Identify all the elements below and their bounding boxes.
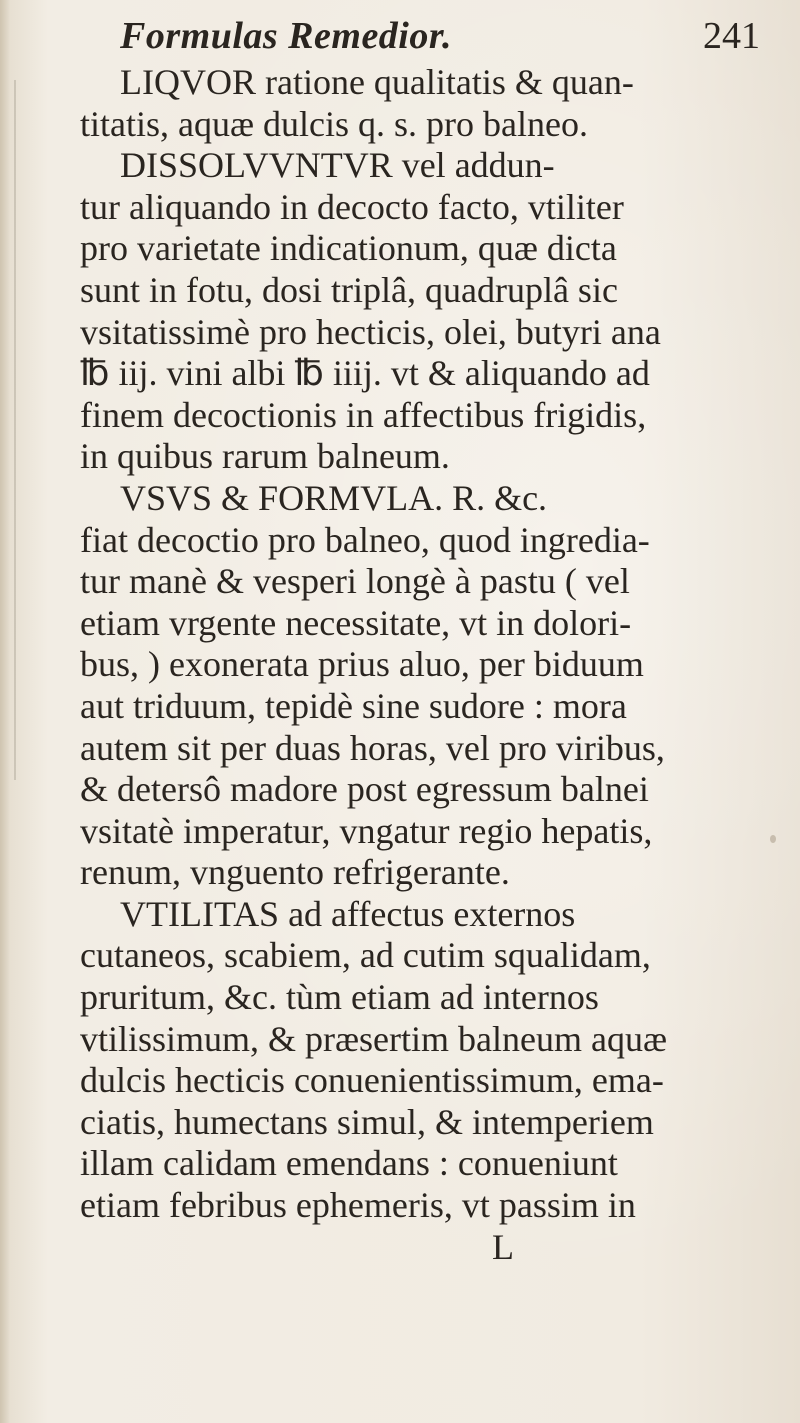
text-line: aut triduum, tepidè sine sudore : mora [80, 685, 627, 726]
text-line: vtilissimum, & præsertim balneum aquæ [80, 1018, 667, 1059]
text-line: & detersô madore post egressum balnei [80, 769, 649, 810]
text-line: tur aliquando in decocto facto, vtiliter [80, 186, 624, 227]
text-line: bus, ) exonerata prius aluo, per biduum [80, 644, 644, 685]
text-line: vsitatissimè pro hecticis, olei, butyri ana [80, 311, 661, 352]
body-text [80, 62, 795, 1268]
text-line: autem sit per duas horas, vel pro viribus, [80, 727, 665, 768]
text-line: DISSOLVVNTVR vel addun- [120, 145, 555, 186]
text-line: renum, vnguento refrigerante. [80, 852, 510, 893]
text-line: pruritum, &c. tùm etiam ad internos [80, 977, 599, 1018]
running-head: Formulas Remedior. [120, 15, 453, 57]
text-line: VTILITAS ad affectus externos [120, 893, 576, 934]
text-line: vsitatè imperatur, vngatur regio hepatis, [80, 810, 653, 851]
page-gutter-shadow [0, 0, 10, 1423]
text-line: tur manè & vesperi longè à pastu ( vel [80, 561, 630, 602]
page-number: 241 [703, 15, 760, 57]
text-line: cutaneos, scabiem, ad cutim squalidam, [80, 935, 651, 976]
text-line: VSVS & FORMVLA. R. &c. [120, 477, 548, 518]
text-line: sunt in fotu, dosi triplâ, quadruplâ sic [80, 269, 618, 310]
catchword: L [492, 1226, 514, 1267]
text-line: illam calidam emendans : conueniunt [80, 1143, 618, 1184]
paper-spot [770, 835, 776, 843]
text-line: ciatis, humectans simul, & intemperiem [80, 1101, 654, 1142]
margin-rule [14, 80, 16, 780]
text-line: etiam vrgente necessitate, vt in dolori- [80, 602, 632, 643]
text-line: finem decoctionis in affectibus frigidis, [80, 394, 647, 435]
text-line: dulcis hecticis conuenientissimum, ema- [80, 1060, 664, 1101]
text-line: ℔ iij. vini albi ℔ iiij. vt & aliquando ad [80, 353, 650, 394]
text-line: in quibus rarum balneum. [80, 436, 450, 477]
text-line: titatis, aquæ dulcis q. s. pro balneo. [80, 103, 588, 144]
text-line: LIQVOR ratione qualitatis & quan- [120, 62, 634, 102]
text-line: fiat decoctio pro balneo, quod ingredia- [80, 519, 650, 560]
text-line: pro varietate indicationum, quæ dicta [80, 228, 617, 269]
text-line: etiam febribus ephemeris, vt passim in [80, 1185, 636, 1226]
